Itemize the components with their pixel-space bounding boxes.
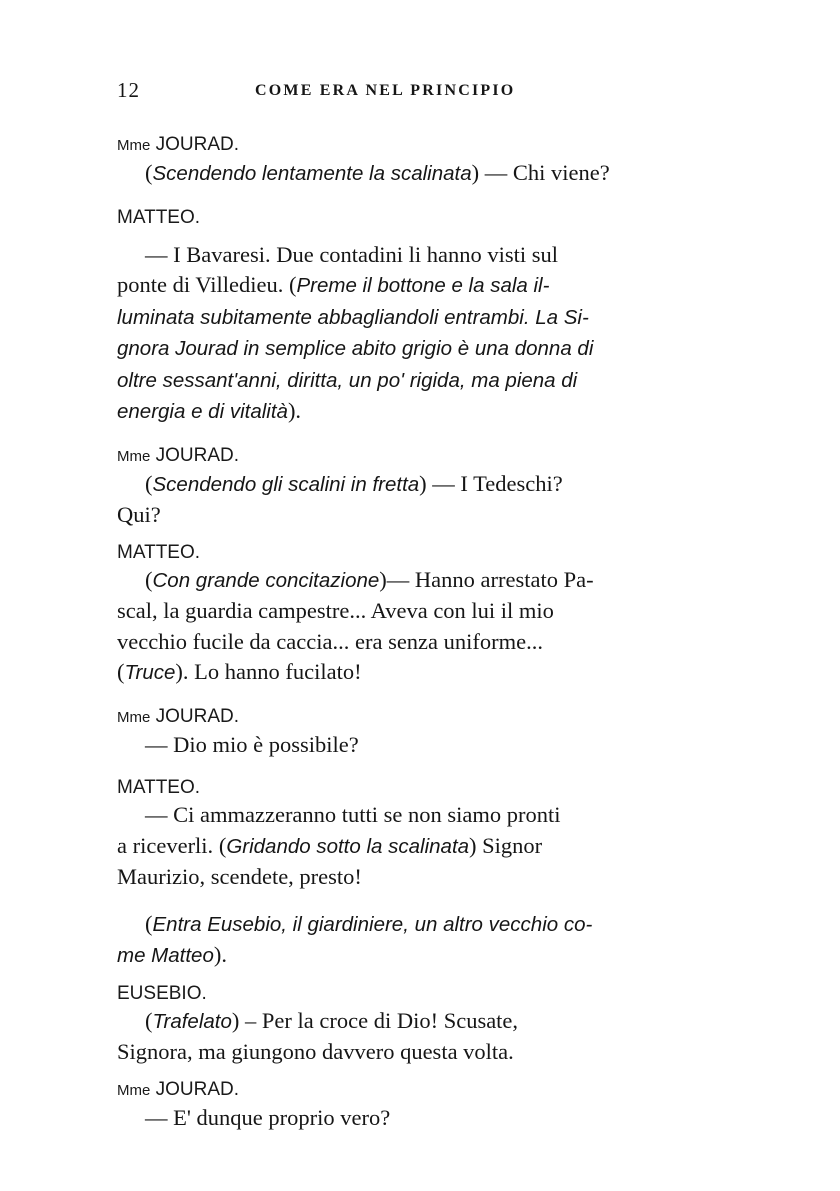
- dialogue-line: (Con grande concitazione)— Hanno arrestato Pa-: [145, 566, 594, 592]
- speaker-eusebio: EUSEBIO.: [117, 982, 207, 1004]
- stage-direction-line: luminata subitamente abbagliandoli entrambi. La Si-: [117, 305, 589, 329]
- speaker-jourad: Mme JOURAD.: [117, 705, 240, 727]
- dialogue-line: (Scendendo gli scalini in fretta) — I Tedeschi?: [145, 470, 563, 496]
- stage-direction-line: gnora Jourad in semplice abito grigio è una donna di: [117, 337, 594, 360]
- stage-direction: Gridando sotto la scalinata: [226, 834, 470, 858]
- dialogue-line: (Scendendo lentamente la scalinata) — Chi viene?: [145, 160, 610, 185]
- speaker-jourad: Mme JOURAD.: [117, 444, 240, 466]
- page-header: [117, 78, 707, 110]
- stage-direction-line: (Entra Eusebio, il giardiniere, un altro vecchio co-: [145, 910, 593, 936]
- stage-direction-line: me Matteo).: [117, 942, 227, 967]
- speaker-matteo: MATTEO.: [117, 206, 201, 228]
- dialogue-line: — Dio mio è possibile?: [145, 731, 359, 757]
- speaker-matteo: MATTEO.: [117, 541, 201, 563]
- stage-direction: Trafelato: [152, 1009, 232, 1033]
- dialogue-line: — I Bavaresi. Due contadini li hanno visti sul: [145, 241, 559, 267]
- stage-direction-line: energia e di vitalità).: [117, 398, 302, 423]
- stage-direction-line: oltre sessant'anni, diritta, un po' rigida, ma piena di: [117, 368, 578, 392]
- stage-direction: Scendendo lentamente la scalinata: [152, 162, 472, 185]
- dialogue-line: (Truce). Lo hanno fucilato!: [117, 659, 362, 684]
- dialogue-line: Maurizio, scendete, presto!: [117, 864, 362, 889]
- stage-direction: Entra Eusebio, il giardiniere, un altro vecchio co-: [152, 912, 593, 936]
- stage-direction: Truce: [124, 661, 176, 684]
- dialogue-line: ponte di Villedieu. (Preme il bottone e la sala il-: [117, 272, 550, 297]
- dialogue-line: vecchio fucile da caccia... era senza uniforme...: [117, 628, 544, 654]
- stage-direction: Scendendo gli scalini in fretta: [152, 472, 420, 496]
- speaker-matteo: MATTEO.: [117, 777, 201, 798]
- dialogue-line: — Ci ammazzeranno tutti se non siamo pronti: [145, 802, 561, 827]
- running-title: COME ERA NEL PRINCIPIO: [255, 82, 516, 99]
- stage-direction: Preme il bottone e la sala il-: [296, 274, 550, 297]
- dialogue-line: Qui?: [117, 502, 161, 527]
- stage-direction: Con grande concitazione: [152, 568, 380, 592]
- dialogue-line: (Trafelato) – Per la croce di Dio! Scusate,: [145, 1007, 519, 1033]
- dialogue-line: a riceverli. (Gridando sotto la scalinata) Signor: [117, 832, 543, 858]
- dialogue-line: — E' dunque proprio vero?: [145, 1104, 391, 1130]
- speaker-jourad: Mme JOURAD.: [117, 1078, 240, 1100]
- play-text: [117, 133, 692, 1133]
- speaker-jourad: Mme JOURAD.: [117, 134, 240, 155]
- dialogue-line: scal, la guardia campestre... Aveva con lui il mio: [117, 598, 554, 623]
- page-number: 12: [117, 78, 140, 102]
- dialogue-line: Signora, ma giungono davvero questa volta.: [117, 1039, 514, 1064]
